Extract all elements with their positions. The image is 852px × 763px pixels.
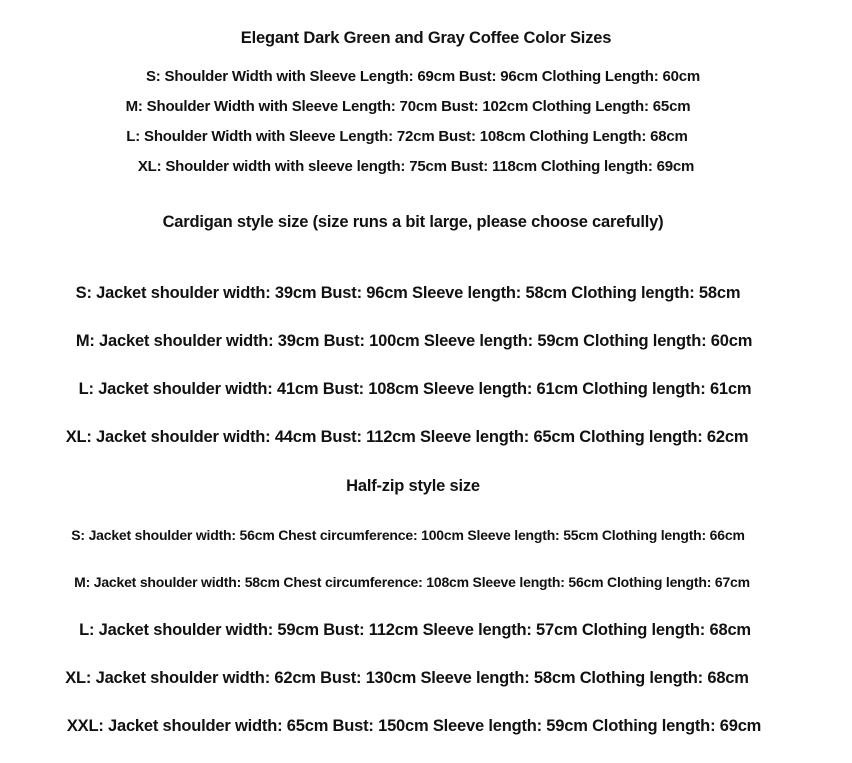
section1-row-l: L: Shoulder Width with Sleeve Length: 72cm Bust: 108cm Clothing Length: 68cm — [126, 128, 688, 145]
section3-row-s: S: Jacket shoulder width: 56cm Chest circumference: 100cm Sleeve length: 55cm Clothing length: 66cm — [71, 527, 745, 543]
section3-row-l: L: Jacket shoulder width: 59cm Bust: 112cm Sleeve length: 57cm Clothing length: 68cm — [79, 621, 751, 639]
section1-row-s: S: Shoulder Width with Sleeve Length: 69cm Bust: 96cm Clothing Length: 60cm — [145, 68, 701, 85]
section1-title: Elegant Dark Green and Gray Coffee Color Sizes — [240, 29, 612, 47]
section3-row-xl: XL: Jacket shoulder width: 62cm Bust: 130cm Sleeve length: 58cm Clothing length: 68cm — [65, 669, 749, 687]
section3-row-xxl: XXL: Jacket shoulder width: 65cm Bust: 150cm Sleeve length: 59cm Clothing length: 69cm — [66, 717, 762, 735]
section2-row-m: M: Jacket shoulder width: 39cm Bust: 100cm Sleeve length: 59cm Clothing length: 60cm — [75, 332, 753, 350]
section2-row-l: L: Jacket shoulder width: 41cm Bust: 108cm Sleeve length: 61cm Clothing length: 61cm — [78, 380, 752, 398]
section3-row-m: M: Jacket shoulder width: 58cm Chest circumference: 108cm Sleeve length: 56cm Clothing length: 67cm — [74, 574, 750, 590]
section2-row-s: S: Jacket shoulder width: 39cm Bust: 96cm Sleeve length: 58cm Clothing length: 58cm — [75, 284, 741, 302]
section1-row-m: M: Shoulder Width with Sleeve Length: 70cm Bust: 102cm Clothing Length: 65cm — [125, 98, 691, 115]
section2-title: Cardigan style size (size runs a bit large, please choose carefully) — [162, 213, 664, 231]
section3-title: Half-zip style size — [346, 477, 480, 495]
section1-row-xl: XL: Shoulder width with sleeve length: 75cm Bust: 118cm Clothing length: 69cm — [137, 158, 695, 175]
section2-row-xl: XL: Jacket shoulder width: 44cm Bust: 112cm Sleeve length: 65cm Clothing length: 62cm — [65, 428, 749, 446]
